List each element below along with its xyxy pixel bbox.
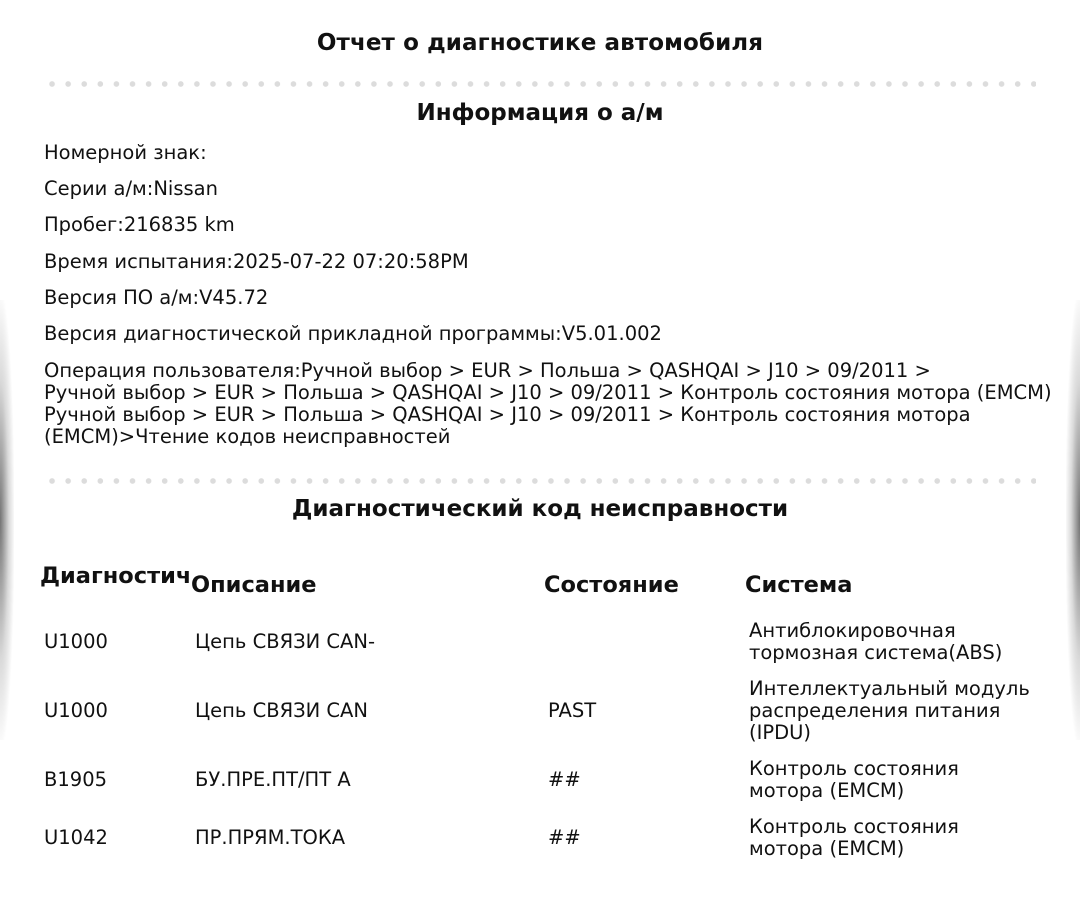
- dotted-divider-top: [44, 81, 1036, 87]
- series-line: [44, 177, 218, 200]
- vehicle-sw-label: Версия ПО а/м:: [44, 286, 200, 309]
- app-version-value: V5.01.002: [561, 322, 662, 345]
- test-time-label: Время испытания:: [44, 250, 233, 273]
- mileage-value: 216835 km: [123, 213, 235, 236]
- operation-label: Операция пользователя:: [44, 359, 301, 382]
- row-2-system: Интеллектуальный модуль распределения питания (IPDU): [749, 677, 1030, 744]
- mileage-label: Пробег:: [44, 213, 124, 236]
- app-version-label: Версия диагностической прикладной программы:: [44, 322, 562, 345]
- row-3-system: Контроль состояния мотора (EMCM): [749, 757, 959, 802]
- vehicle-sw-value: V45.72: [199, 286, 269, 309]
- operation-line-2: Ручной выбор > EUR > Польша > QASHQAI > J10 > 09/2011 > Контроль состояния мотора (EMCM): [44, 381, 1052, 404]
- operation-line-1: Операция пользователя:Ручной выбор > EUR > Польша > QASHQAI > J10 > 09/2011 >: [44, 359, 931, 382]
- column-header-state: Состояние: [544, 572, 679, 598]
- report-title: Отчет о диагностике автомобиля: [316, 30, 764, 56]
- test-time-value: 2025-07-22 07:20:58PM: [232, 250, 469, 273]
- plate-label: Номерной знак:: [44, 141, 207, 164]
- series-value: Nissan: [153, 177, 218, 200]
- row-3-code: B1905: [44, 768, 108, 791]
- app-version-line: [44, 322, 662, 345]
- column-header-description: Описание: [191, 572, 317, 598]
- row-4-state: ##: [548, 826, 581, 849]
- mileage-line: [44, 213, 235, 236]
- row-4-description: ПР.ПРЯМ.ТОКА: [195, 826, 346, 849]
- operation-line-3: Ручной выбор > EUR > Польша > QASHQAI > J10 > 09/2011 > Контроль состояния мотора: [44, 403, 971, 426]
- dotted-divider-middle: [44, 478, 1036, 484]
- vehicle-sw-line: [44, 286, 268, 309]
- plate-line: [44, 141, 207, 164]
- row-3-description: БУ.ПРЕ.ПТ/ПТ А: [195, 768, 351, 791]
- row-1-code: U1000: [44, 630, 108, 653]
- test-time-line: [44, 250, 469, 273]
- dtc-heading: Диагностический код неисправности: [291, 496, 789, 522]
- row-3-state: ##: [548, 768, 581, 791]
- series-label: Серии а/м:: [44, 177, 154, 200]
- row-1-system: Антиблокировочная тормозная система(ABS): [749, 619, 1003, 664]
- vehicle-info-heading: Информация о а/м: [416, 100, 664, 126]
- row-2-state: PAST: [548, 699, 597, 722]
- operation-line-4: (EMCM)>Чтение кодов неисправностей: [44, 425, 451, 448]
- column-header-code: Диагностич: [40, 563, 192, 589]
- row-2-description: Цепь СВЯЗИ CAN: [195, 699, 368, 722]
- row-4-system: Контроль состояния мотора (EMCM): [749, 815, 959, 860]
- column-header-system: Система: [745, 572, 853, 598]
- row-1-description: Цепь СВЯЗИ CAN-: [195, 630, 375, 653]
- row-2-code: U1000: [44, 699, 108, 722]
- row-4-code: U1042: [44, 826, 108, 849]
- user-operation: [44, 359, 1052, 448]
